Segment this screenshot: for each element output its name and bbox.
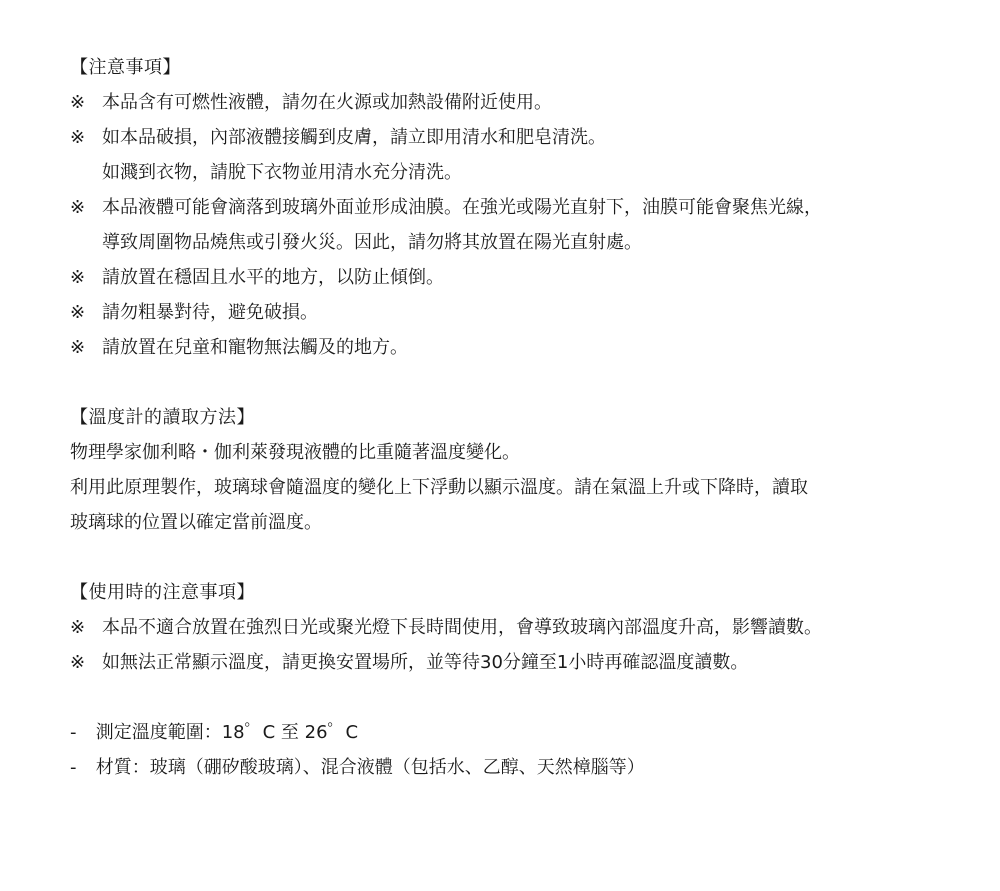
spacer — [70, 680, 970, 715]
precaution-item-1 — [70, 85, 970, 120]
spec-temperature-range — [70, 715, 970, 750]
precaution-text: 請放置在穩固且水平的地方，以防止傾倒。 — [102, 267, 444, 288]
precaution-text: 如本品破損，內部液體接觸到皮膚，請立即用清水和肥皂清洗。 — [102, 127, 606, 148]
reference-mark: ※ — [70, 127, 86, 148]
precaution-item-5 — [70, 295, 970, 330]
spec-dash: - — [70, 757, 77, 778]
reference-mark: ※ — [70, 92, 86, 113]
spec-dash: - — [70, 722, 77, 743]
precaution-text: 請勿粗暴對待，避免破損。 — [102, 302, 318, 323]
spec-material — [70, 750, 970, 785]
paragraph-line: 物理學家伽利略・伽利萊發現液體的比重隨著溫度變化。 — [70, 442, 520, 463]
instructions-document — [70, 50, 970, 785]
precaution-text: 如濺到衣物，請脫下衣物並用清水充分清洗。 — [102, 162, 462, 183]
precaution-item-2 — [70, 120, 970, 155]
precaution-item-3 — [70, 190, 970, 225]
section-heading-precautions: 【注意事項】 — [70, 57, 181, 78]
spacer — [70, 365, 970, 400]
usage-note-item-1 — [70, 610, 970, 645]
precaution-text: 導致周圍物品燒焦或引發火災。因此，請勿將其放置在陽光直射處。 — [102, 232, 642, 253]
reference-mark: ※ — [70, 617, 86, 638]
reference-mark: ※ — [70, 302, 86, 323]
usage-note-text: 本品不適合放置在強烈日光或聚光燈下長時間使用，會導致玻璃內部溫度升高，影響讀數。 — [102, 617, 822, 638]
precaution-text: 本品液體可能會滴落到玻璃外面並形成油膜。在強光或陽光直射下，油膜可能會聚焦光線， — [102, 197, 822, 218]
reference-mark: ※ — [70, 652, 86, 673]
precaution-item-6 — [70, 330, 970, 365]
precaution-item-4 — [70, 260, 970, 295]
precaution-text: 本品含有可燃性液體，請勿在火源或加熱設備附近使用。 — [102, 92, 552, 113]
precaution-item-3-continued — [70, 225, 970, 260]
paragraph-line: 利用此原理製作，玻璃球會隨溫度的變化上下浮動以顯示溫度。請在氣溫上升或下降時，讀取 — [70, 477, 808, 498]
usage-note-text: 如無法正常顯示溫度，請更換安置場所，並等待30分鐘至1小時再確認溫度讀數。 — [102, 652, 749, 673]
spacer — [70, 540, 970, 575]
reference-mark: ※ — [70, 197, 86, 218]
spec-text: 測定溫度範圍：18゜C 至 26゜C — [95, 722, 359, 743]
precaution-item-2-continued — [70, 155, 970, 190]
spec-text: 材質：玻璃（硼矽酸玻璃）、混合液體（包括水、乙醇、天然樟腦等） — [95, 757, 645, 778]
reference-mark: ※ — [70, 337, 86, 358]
paragraph-line: 玻璃球的位置以確定當前溫度。 — [70, 512, 322, 533]
usage-note-item-2 — [70, 645, 970, 680]
precaution-text: 請放置在兒童和寵物無法觸及的地方。 — [102, 337, 408, 358]
reference-mark: ※ — [70, 267, 86, 288]
section-heading-usage-notes: 【使用時的注意事項】 — [70, 582, 255, 603]
section-heading-how-to-read: 【溫度計的讀取方法】 — [70, 407, 255, 428]
